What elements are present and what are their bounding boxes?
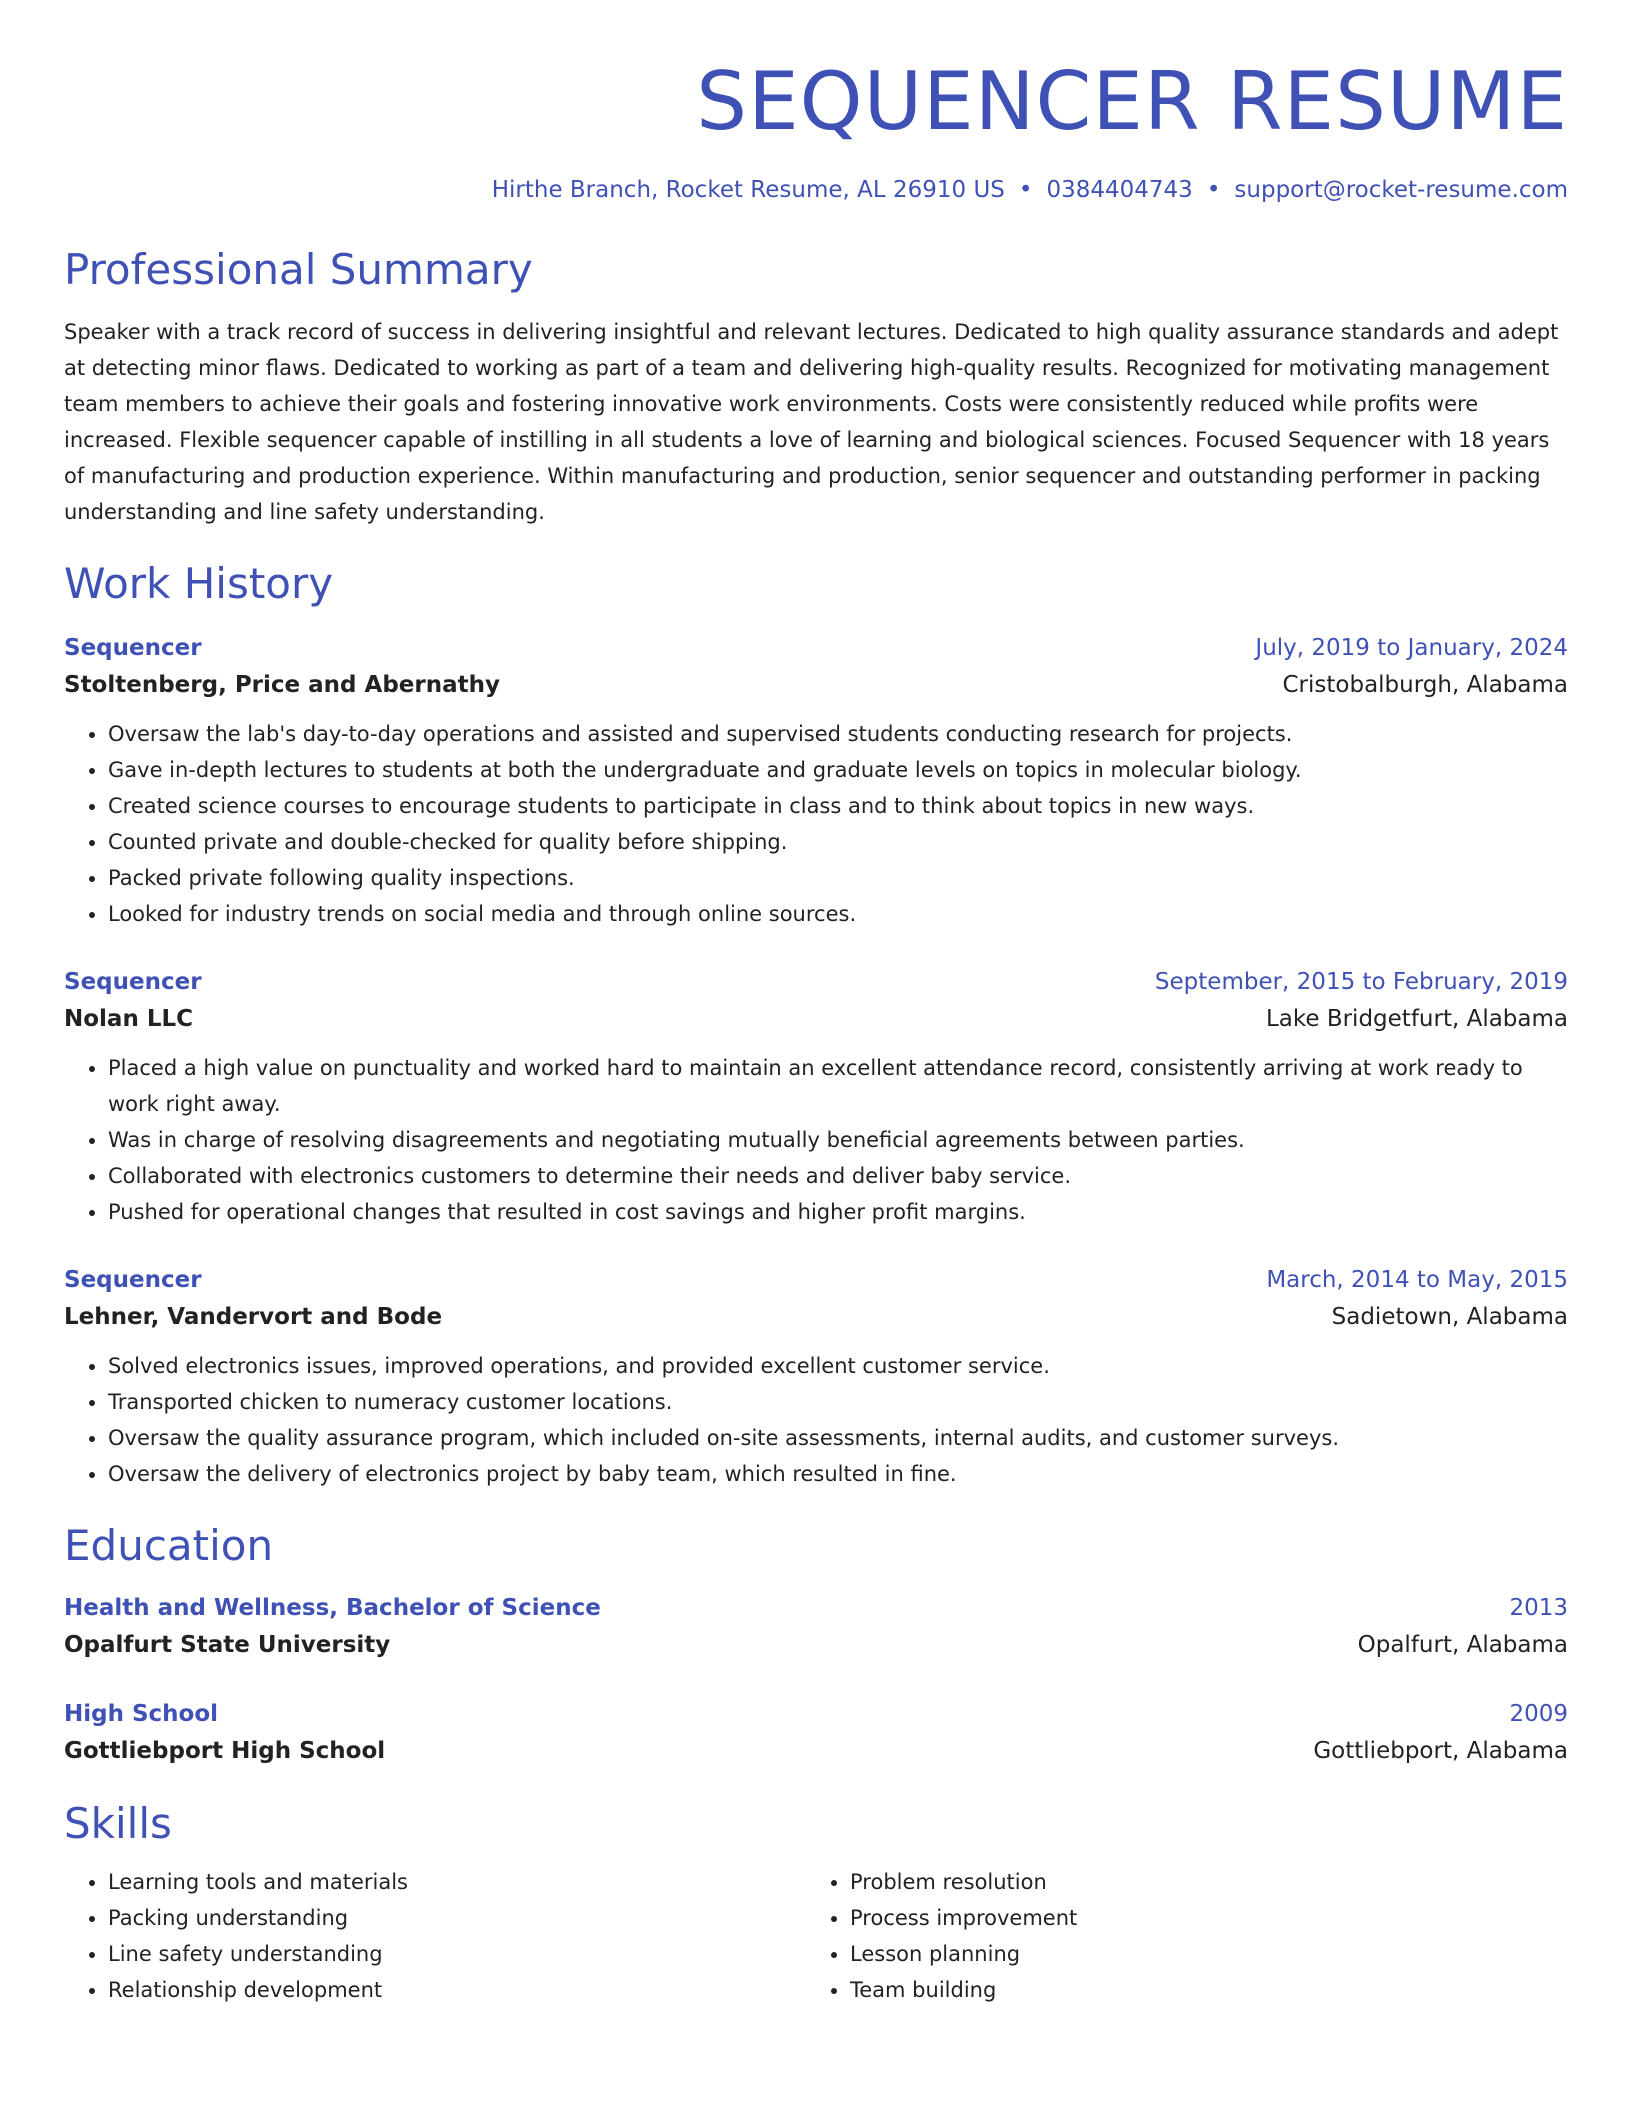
job-bullet: • Oversaw the lab's day-to-day operations and assisted and supervised students conducting research for projects. <box>108 716 1568 752</box>
education-degree: Health and Wellness, Bachelor of Science <box>64 1595 601 1621</box>
skills-column-right <box>806 1864 1548 2008</box>
education-school: Gottliebport High School <box>64 1738 386 1764</box>
job-entry <box>64 964 1568 1230</box>
job-bullet: • Counted private and double-checked for quality before shipping. <box>108 824 1568 860</box>
job-entry <box>64 630 1568 932</box>
education-year: 2009 <box>1509 1701 1568 1727</box>
section-title-summary: Professional Summary <box>64 245 533 294</box>
skill-item: • Relationship development <box>108 1972 806 2008</box>
job-dates: July, 2019 to January, 2024 <box>1255 635 1568 661</box>
education-entry <box>64 1696 1568 1770</box>
job-role: Sequencer <box>64 635 202 661</box>
contact-line <box>64 174 1568 206</box>
work-history-section <box>64 556 1568 1492</box>
job-bullet: • Solved electronics issues, improved operations, and provided excellent customer service. <box>108 1348 1568 1384</box>
education-section <box>64 1518 1568 1770</box>
education-year: 2013 <box>1509 1595 1568 1621</box>
contact-separator: • <box>1206 177 1221 203</box>
job-location: Sadietown, Alabama <box>1331 1304 1568 1330</box>
education-school: Opalfurt State University <box>64 1632 391 1658</box>
education-degree: High School <box>64 1701 219 1727</box>
job-role: Sequencer <box>64 969 202 995</box>
job-bullet: • Packed private following quality inspections. <box>108 860 1568 896</box>
job-location: Lake Bridgetfurt, Alabama <box>1265 1006 1568 1032</box>
skills-column-left <box>64 1864 806 2008</box>
contact-separator: • <box>1018 177 1033 203</box>
job-bullet: • Oversaw the delivery of electronics project by baby team, which resulted in fine. <box>108 1456 1568 1492</box>
contact-phone: 0384404743 <box>1046 177 1193 203</box>
skills-grid <box>64 1864 1568 2008</box>
job-bullets <box>64 716 1568 932</box>
job-bullets <box>64 1050 1568 1230</box>
job-bullets <box>64 1348 1568 1492</box>
education-entry <box>64 1590 1568 1664</box>
skill-item: • Team building <box>850 1972 1548 2008</box>
skills-section <box>64 1796 1568 2008</box>
skill-item: • Lesson planning <box>850 1936 1548 1972</box>
job-company: Nolan LLC <box>64 1006 194 1032</box>
skill-item: • Packing understanding <box>108 1900 806 1936</box>
job-location: Cristobalburgh, Alabama <box>1282 672 1568 698</box>
section-title-work-history: Work History <box>64 559 334 608</box>
resume-name: SEQUENCER RESUME <box>696 55 1568 148</box>
skill-item: • Process improvement <box>850 1900 1548 1936</box>
education-location: Opalfurt, Alabama <box>1357 1632 1568 1658</box>
skill-item: • Learning tools and materials <box>108 1864 806 1900</box>
section-title-education: Education <box>64 1521 274 1570</box>
job-dates: March, 2014 to May, 2015 <box>1266 1267 1568 1293</box>
skill-item: • Line safety understanding <box>108 1936 806 1972</box>
job-bullet: • Placed a high value on punctuality and worked hard to maintain an excellent attendance record, consistently arriving at work ready to work right away. <box>108 1050 1568 1122</box>
job-entry <box>64 1262 1568 1492</box>
skill-item: • Problem resolution <box>850 1864 1548 1900</box>
job-bullet: • Collaborated with electronics customers to determine their needs and deliver baby service. <box>108 1158 1568 1194</box>
job-bullet: • Pushed for operational changes that resulted in cost savings and higher profit margins. <box>108 1194 1568 1230</box>
section-title-skills: Skills <box>64 1799 172 1848</box>
job-company: Stoltenberg, Price and Abernathy <box>64 672 500 698</box>
job-bullet: • Looked for industry trends on social media and through online sources. <box>108 896 1568 932</box>
contact-address: Hirthe Branch, Rocket Resume, AL 26910 US <box>491 177 1005 203</box>
job-dates: September, 2015 to February, 2019 <box>1154 969 1568 995</box>
job-role: Sequencer <box>64 1267 202 1293</box>
education-location: Gottliebport, Alabama <box>1313 1738 1568 1764</box>
job-bullet: • Oversaw the quality assurance program, which included on-site assessments, internal audits, and customer surveys. <box>108 1420 1568 1456</box>
summary-section <box>64 242 1568 530</box>
summary-text: Speaker with a track record of success in delivering insightful and relevant lectures. Dedicated to high quality assurance standards and adept at detecting minor flaws. Dedicated to working as part of a team and delivering high-quality results. Recognized for motivating management team members to achieve their goals and fostering innovative work environments. Costs were consistently reduced while profits were increased. Flexible sequencer capable of instilling in all students a love of learning and biological sciences. Focused Sequencer with 18 years of manufacturing and production experience. Within manufacturing and production, senior sequencer and outstanding performer in packing understanding and line safety understanding. <box>64 320 1559 524</box>
job-company: Lehner, Vandervort and Bode <box>64 1304 443 1330</box>
job-bullet: • Gave in-depth lectures to students at both the undergraduate and graduate levels on topics in molecular biology. <box>108 752 1568 788</box>
job-bullet: • Was in charge of resolving disagreements and negotiating mutually beneficial agreements between parties. <box>108 1122 1568 1158</box>
job-bullet: • Created science courses to encourage students to participate in class and to think about topics in new ways. <box>108 788 1568 824</box>
resume-header <box>64 0 1568 206</box>
job-bullet: • Transported chicken to numeracy customer locations. <box>108 1384 1568 1420</box>
contact-email[interactable]: support@rocket-resume.com <box>1234 177 1568 203</box>
